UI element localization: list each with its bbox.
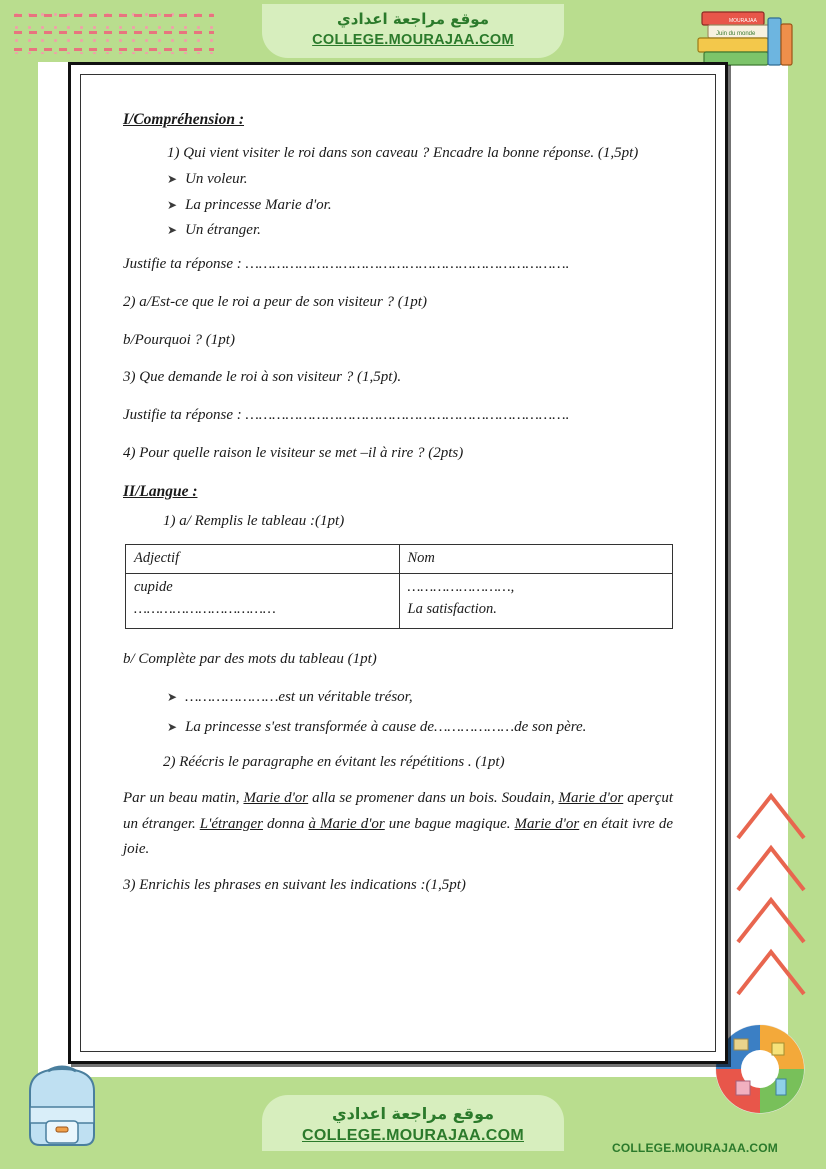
adjectif-nom-table <box>125 544 673 629</box>
table-cell-line: cupide <box>134 579 173 595</box>
para-underlined: L'étranger <box>199 815 263 832</box>
decor-dash-row <box>14 48 214 51</box>
justify-line-2: Justifie ta réponse : ………………………………………………………………. <box>123 407 570 423</box>
question-2-1a: 1) a/ Remplis le tableau :(1pt) <box>163 512 345 529</box>
complete-item <box>123 687 673 709</box>
para-part: Par un beau matin, <box>123 790 244 806</box>
question-3: 3) Que demande le roi à son visiteur ? (1,5pt). <box>123 369 402 386</box>
choice-item <box>123 220 673 242</box>
para-part: une bague magique. <box>384 815 515 832</box>
svg-text:Juin du monde: Juin du monde <box>716 31 756 37</box>
complete-item <box>123 717 673 739</box>
site-footer-url[interactable]: COLLEGE.MOURAJAA.COM <box>302 1127 524 1144</box>
question-2-2: 2) Réécris le paragraphe en évitant les répétitions . (1pt) <box>163 754 505 771</box>
site-header-url[interactable]: COLLEGE.MOURAJAA.COM <box>312 32 514 48</box>
para-underlined: Marie d'or <box>558 790 624 806</box>
worksheet-content <box>80 74 716 1052</box>
arrow-bullet-icon: ➤ <box>167 171 178 186</box>
complete-label: …………………est un véritable trésor, <box>185 688 413 705</box>
table-row <box>126 574 673 629</box>
choice-item <box>123 169 673 191</box>
table-cell-line: ……………………, <box>407 579 515 595</box>
choice-label: Un étranger. <box>185 222 261 239</box>
site-header-arabic: موقع مراجعة اعدادي <box>337 10 489 28</box>
section-1-title: I/Compréhension : <box>123 111 245 128</box>
arrow-bullet-icon: ➤ <box>167 689 178 704</box>
decor-dash-row <box>14 14 214 17</box>
table-header-cell: Nom <box>399 545 673 574</box>
arrow-bullet-icon: ➤ <box>167 223 178 238</box>
backpack-icon <box>12 1057 114 1153</box>
para-part: donna <box>262 815 309 832</box>
question-1: 1) Qui vient visiter le roi dans son caveau ? Encadre la bonne réponse. (1,5pt) <box>167 145 639 161</box>
para-part: aperçut un étranger. <box>123 790 674 832</box>
chevron-up-icon <box>734 790 808 1020</box>
table-header-row <box>126 545 673 574</box>
choice-label: Un voleur. <box>185 170 248 187</box>
question-2b: b/Pourquoi ? (1pt) <box>123 331 235 348</box>
rewrite-paragraph <box>123 786 673 863</box>
para-part: alla se promener dans un bois. Soudain, <box>308 790 559 806</box>
arrow-bullet-icon: ➤ <box>167 197 178 212</box>
choice-item <box>123 195 673 217</box>
question-2-3: 3) Enrichis les phrases en suivant les indications :(1,5pt) <box>123 876 466 893</box>
choice-label: La princesse Marie d'or. <box>185 196 332 213</box>
para-underlined: à Marie d'or <box>308 815 385 832</box>
justify-line-1: Justifie ta réponse : ………………………………………………………………. <box>123 256 570 272</box>
question-4: 4) Pour quelle raison le visiteur se met –il à rire ? (2pts) <box>123 444 464 461</box>
table-cell[interactable] <box>126 574 400 629</box>
site-footer-arabic: موقع مراجعة اعدادي <box>331 1104 495 1123</box>
site-header-banner <box>262 4 564 58</box>
table-cell[interactable] <box>399 574 673 629</box>
table-cell-line: …………………………… <box>134 600 276 617</box>
question-2-1b: b/ Complète par des mots du tableau (1pt) <box>123 651 377 667</box>
complete-label: La princesse s'est transformée à cause de………………de son père. <box>185 718 587 735</box>
site-corner-url[interactable]: COLLEGE.MOURAJAA.COM <box>612 1141 778 1155</box>
site-footer-banner <box>262 1095 564 1151</box>
para-part: en était ivre de joie. <box>123 815 674 857</box>
table-cell-line: La satisfaction. <box>407 600 497 617</box>
decor-band-left <box>0 0 38 1169</box>
decor-dash-row <box>14 31 214 34</box>
worksheet-sheet <box>68 62 728 1064</box>
arrow-bullet-icon: ➤ <box>167 719 178 734</box>
para-underlined: Marie d'or <box>514 815 580 832</box>
para-underlined: Marie d'or <box>243 790 309 806</box>
svg-text:MOURAJAA: MOURAJAA <box>729 18 757 24</box>
section-2-title: II/Langue : <box>123 482 198 500</box>
table-header-cell: Adjectif <box>126 545 400 574</box>
question-2a: 2) a/Est-ce que le roi a peur de son visiteur ? (1pt) <box>123 293 427 310</box>
